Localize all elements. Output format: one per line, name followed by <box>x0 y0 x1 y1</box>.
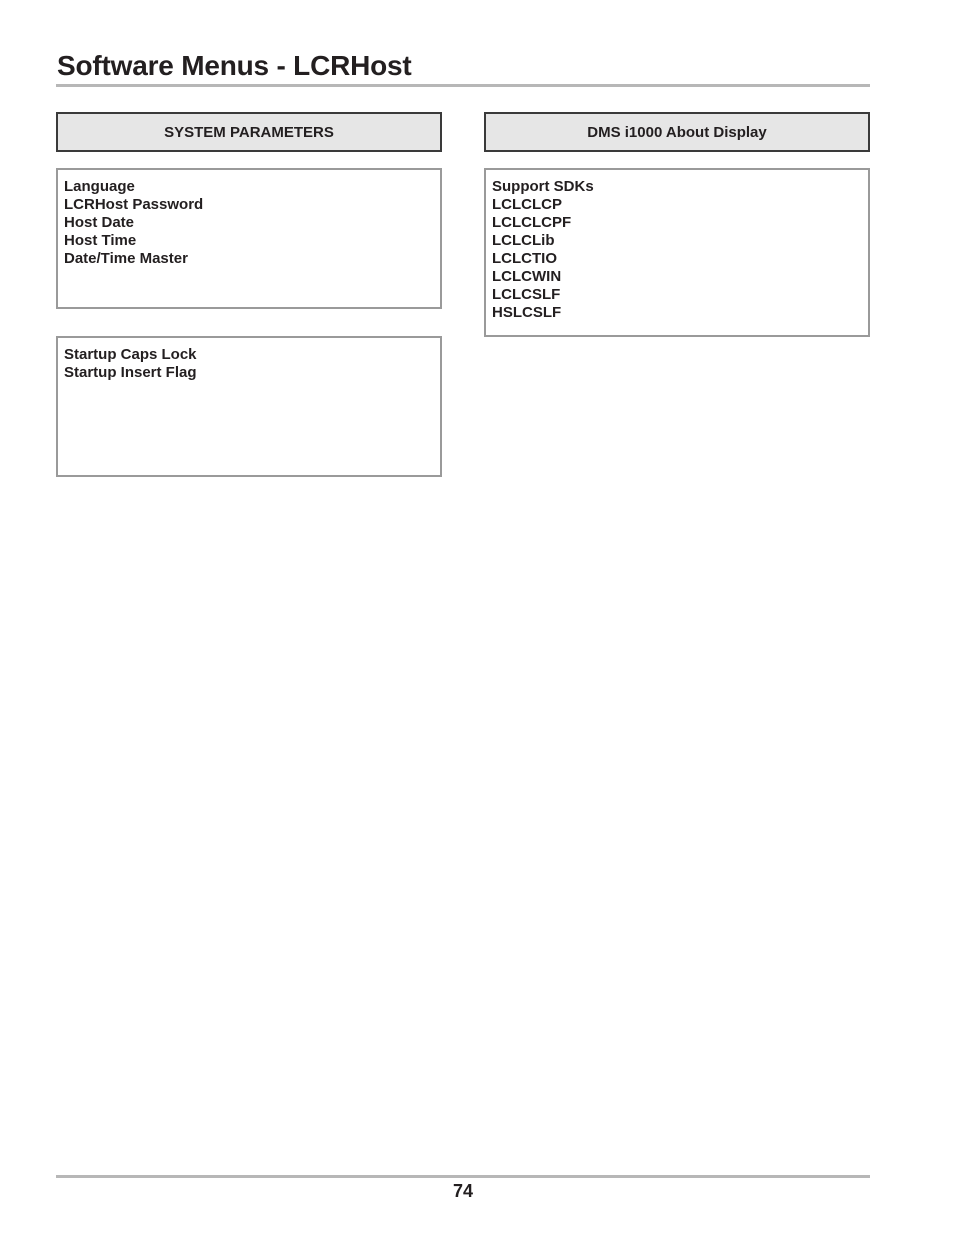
footer-divider <box>56 1175 870 1178</box>
menu-item-startup-caps-lock: Startup Caps Lock <box>64 346 197 363</box>
menu-item-lclclib: LCLCLib <box>492 232 555 249</box>
menu-item-lclcwin: LCLCWIN <box>492 268 562 285</box>
about-display-header-label: DMS i1000 About Display <box>587 123 767 141</box>
menu-item-lclclcpf: LCLCLCPF <box>492 214 572 231</box>
system-parameters-header-label: SYSTEM PARAMETERS <box>164 123 334 141</box>
menu-item-lclcslf: LCLCSLF <box>492 286 561 303</box>
menu-item-lcrhost-password: LCRHost Password <box>64 196 204 213</box>
menu-item-host-date: Host Date <box>64 214 135 231</box>
page-title: Software Menus - LCRHost <box>57 50 412 81</box>
system-parameters-header <box>56 112 442 152</box>
menu-item-support-sdks: Support SDKs <box>492 178 594 195</box>
menu-item-lclctio: LCLCTIO <box>492 250 557 267</box>
page-number: 74 <box>452 1181 474 1201</box>
menu-item-startup-insert-flag: Startup Insert Flag <box>64 364 197 381</box>
menu-item-hslcslf: HSLCSLF <box>492 304 562 321</box>
system-parameters-menu-group-1 <box>56 168 442 309</box>
title-divider <box>56 84 870 87</box>
menu-item-date-time-master: Date/Time Master <box>64 250 188 267</box>
menu-item-language: Language <box>64 178 135 195</box>
about-display-header <box>484 112 870 152</box>
about-display-menu <box>484 168 870 337</box>
system-parameters-menu-group-2 <box>56 336 442 477</box>
menu-item-host-time: Host Time <box>64 232 137 249</box>
menu-item-lclclcp: LCLCLCP <box>492 196 562 213</box>
